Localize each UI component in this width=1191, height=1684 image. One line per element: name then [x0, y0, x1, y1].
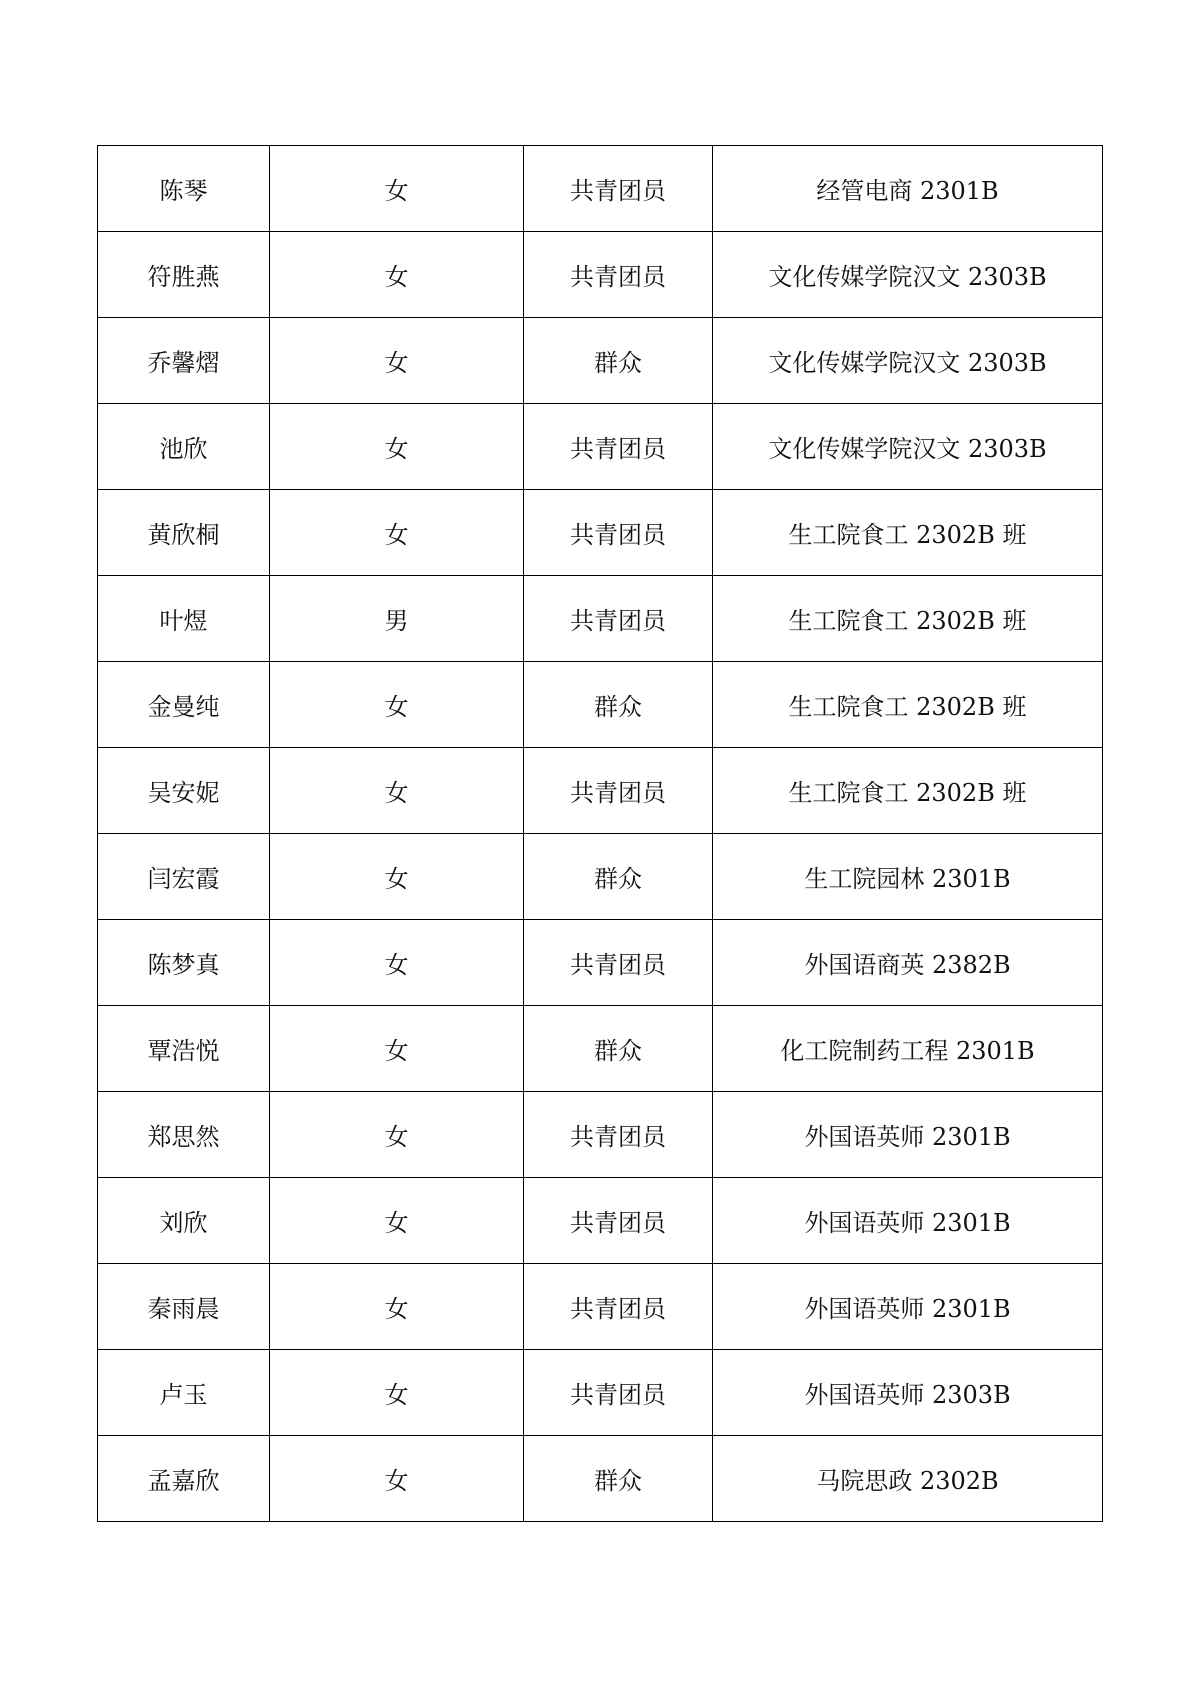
political-status-cell: 群众: [524, 1006, 713, 1092]
gender-cell: 女: [270, 834, 524, 920]
name-cell: 乔馨熠: [98, 318, 270, 404]
name-cell: 金曼纯: [98, 662, 270, 748]
political-status-cell: 共青团员: [524, 1178, 713, 1264]
name-cell: 符胜燕: [98, 232, 270, 318]
table-row: [98, 1006, 1103, 1092]
political-status-cell: 共青团员: [524, 146, 713, 232]
name-cell: 闫宏霞: [98, 834, 270, 920]
name-cell: 秦雨晨: [98, 1264, 270, 1350]
gender-cell: 女: [270, 1092, 524, 1178]
table-row: [98, 146, 1103, 232]
table-row: [98, 920, 1103, 1006]
name-cell: 黄欣桐: [98, 490, 270, 576]
political-status-cell: 共青团员: [524, 1092, 713, 1178]
table-row: [98, 490, 1103, 576]
gender-cell: 女: [270, 748, 524, 834]
gender-cell: 女: [270, 920, 524, 1006]
table-row: [98, 404, 1103, 490]
gender-cell: 女: [270, 1264, 524, 1350]
class-cell: 外国语英师 2301B: [713, 1264, 1103, 1350]
class-cell: 外国语英师 2301B: [713, 1092, 1103, 1178]
class-cell: 生工院食工 2302B 班: [713, 748, 1103, 834]
table-row: [98, 834, 1103, 920]
name-cell: 陈梦真: [98, 920, 270, 1006]
political-status-cell: 共青团员: [524, 920, 713, 1006]
gender-cell: 女: [270, 232, 524, 318]
political-status-cell: 群众: [524, 834, 713, 920]
table-row: [98, 1350, 1103, 1436]
name-cell: 吴安妮: [98, 748, 270, 834]
class-cell: 外国语英师 2301B: [713, 1178, 1103, 1264]
political-status-cell: 共青团员: [524, 748, 713, 834]
name-cell: 陈琴: [98, 146, 270, 232]
member-table-body: [98, 146, 1103, 1522]
political-status-cell: 共青团员: [524, 404, 713, 490]
political-status-cell: 共青团员: [524, 490, 713, 576]
member-table: [97, 145, 1103, 1522]
name-cell: 刘欣: [98, 1178, 270, 1264]
political-status-cell: 共青团员: [524, 1264, 713, 1350]
table-row: [98, 1264, 1103, 1350]
gender-cell: 女: [270, 318, 524, 404]
gender-cell: 女: [270, 1178, 524, 1264]
gender-cell: 男: [270, 576, 524, 662]
gender-cell: 女: [270, 1006, 524, 1092]
class-cell: 文化传媒学院汉文 2303B: [713, 232, 1103, 318]
class-cell: 生工院食工 2302B 班: [713, 576, 1103, 662]
class-cell: 化工院制药工程 2301B: [713, 1006, 1103, 1092]
political-status-cell: 共青团员: [524, 576, 713, 662]
table-row: [98, 1092, 1103, 1178]
table-row: [98, 576, 1103, 662]
gender-cell: 女: [270, 404, 524, 490]
gender-cell: 女: [270, 1436, 524, 1522]
name-cell: 郑思然: [98, 1092, 270, 1178]
name-cell: 卢玉: [98, 1350, 270, 1436]
table-row: [98, 1436, 1103, 1522]
gender-cell: 女: [270, 662, 524, 748]
name-cell: 叶煜: [98, 576, 270, 662]
table-row: [98, 1178, 1103, 1264]
table-row: [98, 662, 1103, 748]
name-cell: 孟嘉欣: [98, 1436, 270, 1522]
table-row: [98, 748, 1103, 834]
class-cell: 马院思政 2302B: [713, 1436, 1103, 1522]
table-row: [98, 318, 1103, 404]
name-cell: 覃浩悦: [98, 1006, 270, 1092]
gender-cell: 女: [270, 146, 524, 232]
class-cell: 生工院食工 2302B 班: [713, 662, 1103, 748]
political-status-cell: 共青团员: [524, 1350, 713, 1436]
gender-cell: 女: [270, 490, 524, 576]
class-cell: 经管电商 2301B: [713, 146, 1103, 232]
political-status-cell: 群众: [524, 662, 713, 748]
political-status-cell: 群众: [524, 1436, 713, 1522]
class-cell: 生工院食工 2302B 班: [713, 490, 1103, 576]
political-status-cell: 群众: [524, 318, 713, 404]
class-cell: 外国语英师 2303B: [713, 1350, 1103, 1436]
class-cell: 文化传媒学院汉文 2303B: [713, 404, 1103, 490]
table-row: [98, 232, 1103, 318]
name-cell: 池欣: [98, 404, 270, 490]
class-cell: 文化传媒学院汉文 2303B: [713, 318, 1103, 404]
gender-cell: 女: [270, 1350, 524, 1436]
class-cell: 外国语商英 2382B: [713, 920, 1103, 1006]
class-cell: 生工院园林 2301B: [713, 834, 1103, 920]
political-status-cell: 共青团员: [524, 232, 713, 318]
